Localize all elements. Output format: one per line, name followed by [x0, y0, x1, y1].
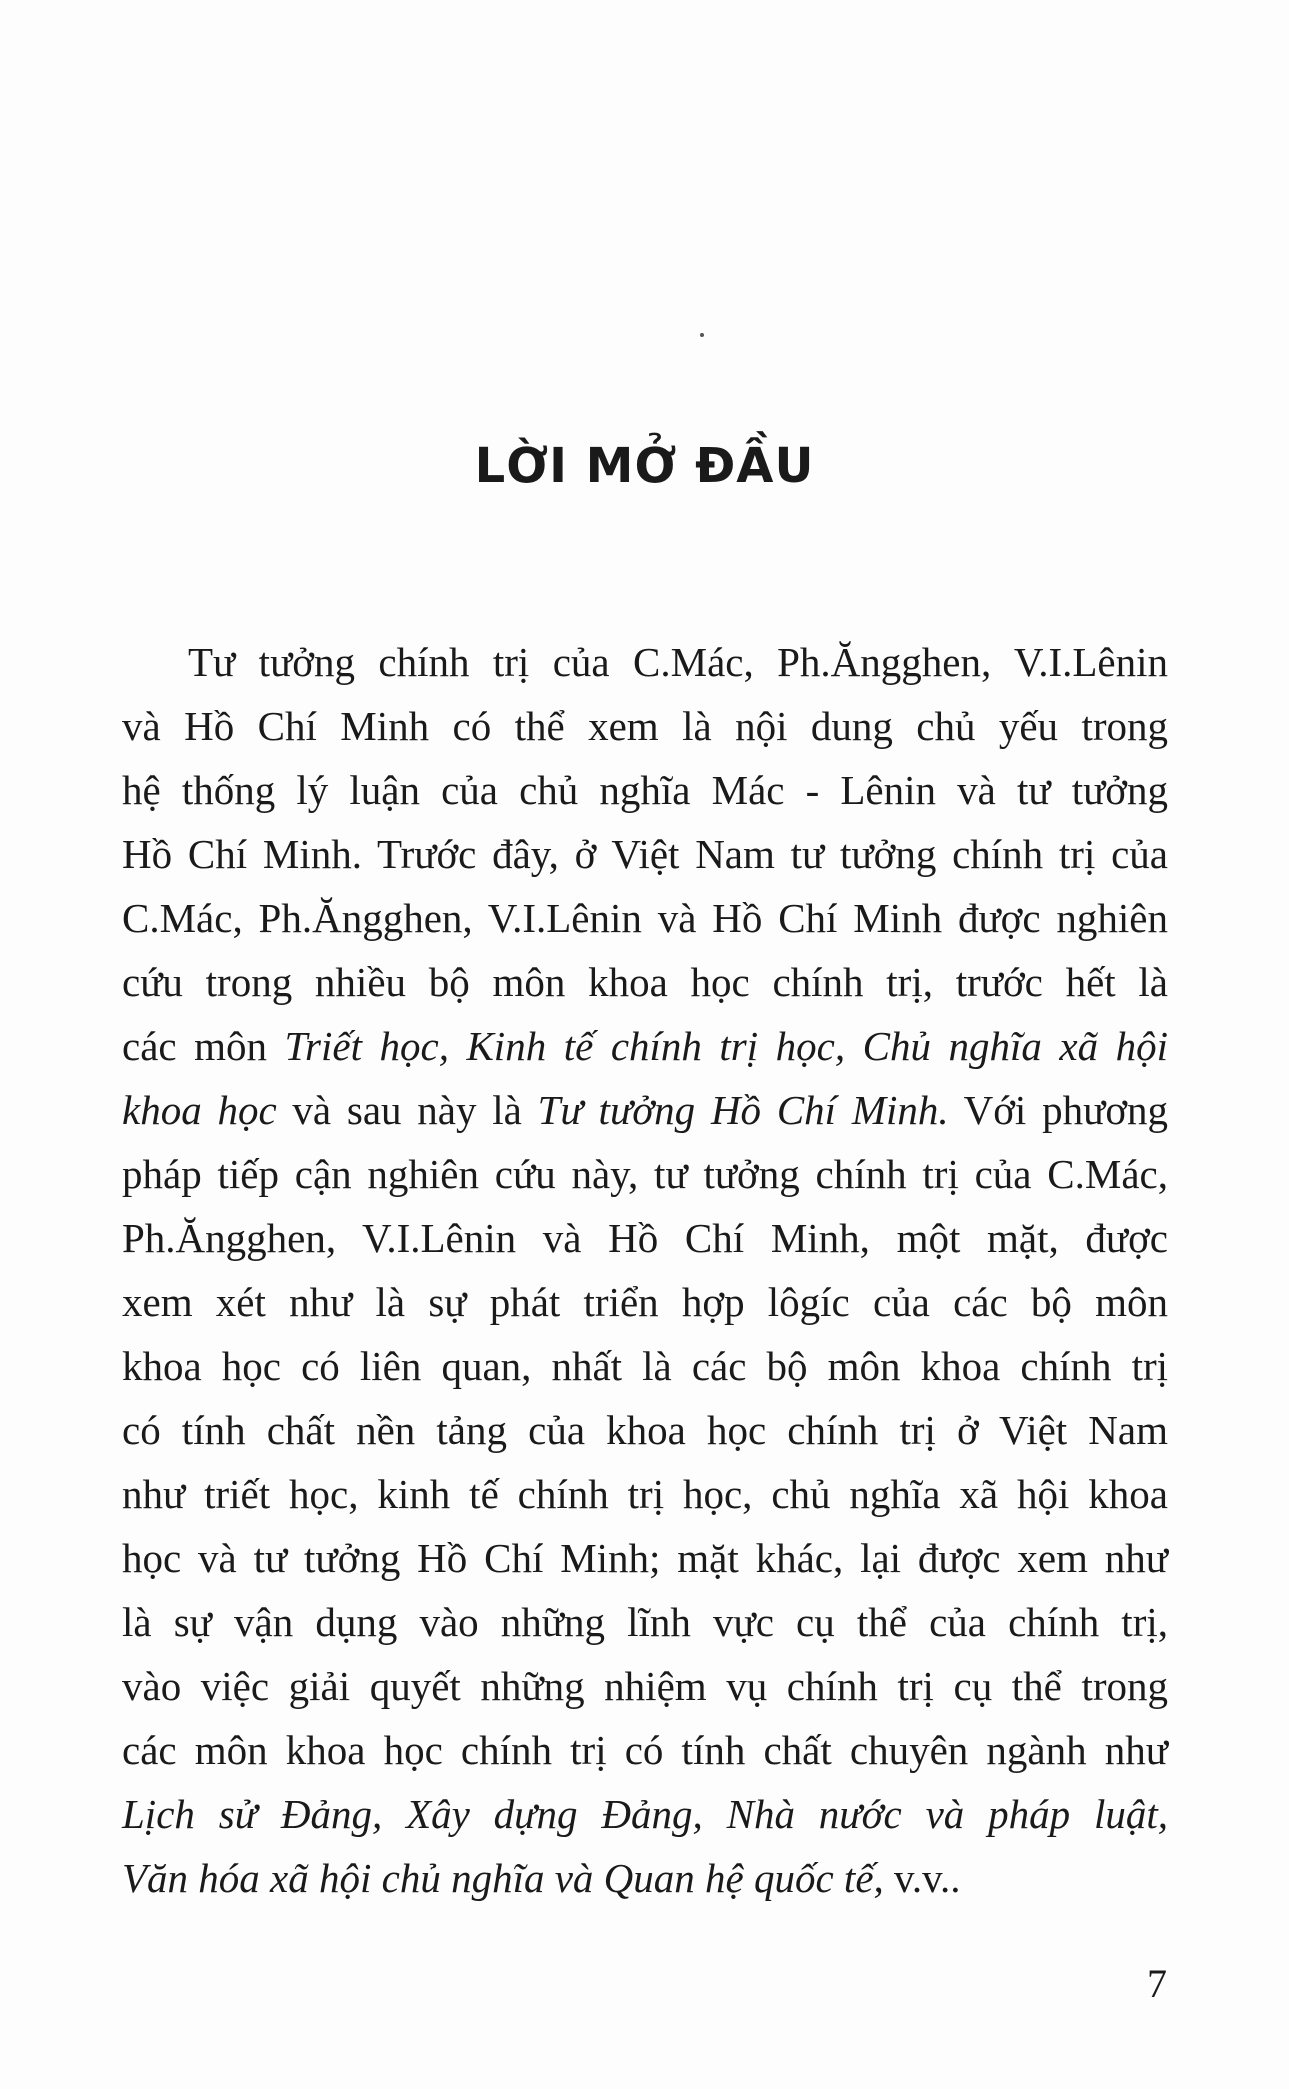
text-line: [122, 950, 1168, 1014]
text-segment: Hồ Chí Minh. Trước đây, ở Việt Nam tư tưởng chính trị của: [122, 831, 1168, 877]
text-line: [122, 1718, 1168, 1782]
italic-text-segment: Tư tưởng Hồ Chí Minh.: [537, 1087, 949, 1133]
text-line: [122, 1590, 1168, 1654]
text-segment: các môn khoa học chính trị có tính chất chuyên ngành như: [122, 1727, 1168, 1773]
text-line: [122, 1526, 1168, 1590]
text-line: [122, 1270, 1168, 1334]
text-line: [122, 1846, 1168, 1910]
text-segment: xem xét như là sự phát triển hợp lôgíc của các bộ môn: [122, 1279, 1168, 1325]
text-segment: v.v..: [883, 1855, 961, 1901]
text-line: [122, 1398, 1168, 1462]
text-segment: các môn: [122, 1023, 285, 1069]
italic-text-segment: khoa học: [122, 1087, 277, 1133]
body-paragraph: [122, 630, 1168, 1910]
text-segment: Tư tưởng chính trị của C.Mác, Ph.Ăngghen, V.I.Lênin: [188, 639, 1168, 685]
text-segment: vào việc giải quyết những nhiệm vụ chính trị cụ thể trong: [122, 1663, 1168, 1709]
text-line: [122, 1782, 1168, 1846]
scan-speck: [700, 333, 704, 337]
text-segment: học và tư tưởng Hồ Chí Minh; mặt khác, lại được xem như: [122, 1535, 1168, 1581]
text-segment: và Hồ Chí Minh có thể xem là nội dung chủ yếu trong: [122, 703, 1168, 749]
text-line: [122, 1334, 1168, 1398]
text-line: [122, 1142, 1168, 1206]
text-segment: cứu trong nhiều bộ môn khoa học chính trị, trước hết là: [122, 959, 1168, 1005]
text-line: [122, 630, 1168, 694]
text-segment: pháp tiếp cận nghiên cứu này, tư tưởng chính trị của C.Mác,: [122, 1151, 1168, 1197]
text-line: [122, 886, 1168, 950]
italic-text-segment: Văn hóa xã hội chủ nghĩa và Quan hệ quốc tế,: [122, 1855, 884, 1901]
page-number: 7: [1147, 1961, 1167, 2006]
text-segment: khoa học có liên quan, nhất là các bộ môn khoa chính trị: [122, 1343, 1168, 1389]
text-line: [122, 1654, 1168, 1718]
text-line: [122, 758, 1168, 822]
text-line: [122, 694, 1168, 758]
text-segment: Ph.Ăngghen, V.I.Lênin và Hồ Chí Minh, một mặt, được: [122, 1215, 1168, 1261]
text-segment: C.Mác, Ph.Ăngghen, V.I.Lênin và Hồ Chí Minh được nghiên: [122, 895, 1168, 941]
text-segment: có tính chất nền tảng của khoa học chính trị ở Việt Nam: [122, 1407, 1168, 1453]
text-line: [122, 1462, 1168, 1526]
text-line: [122, 1014, 1168, 1078]
page-title: LỜI MỞ ĐẦU: [474, 438, 815, 494]
italic-text-segment: Lịch sử Đảng, Xây dựng Đảng, Nhà nước và pháp luật,: [122, 1791, 1168, 1837]
text-segment: Với phương: [948, 1087, 1168, 1133]
italic-text-segment: Triết học, Kinh tế chính trị học, Chủ nghĩa xã hội: [284, 1023, 1168, 1069]
text-segment: là sự vận dụng vào những lĩnh vực cụ thể của chính trị,: [122, 1599, 1168, 1645]
text-segment: và sau này là: [276, 1087, 538, 1133]
text-line: [122, 1078, 1168, 1142]
text-segment: hệ thống lý luận của chủ nghĩa Mác - Lênin và tư tưởng: [122, 767, 1168, 813]
text-segment: như triết học, kinh tế chính trị học, chủ nghĩa xã hội khoa: [122, 1471, 1168, 1517]
text-line: [122, 822, 1168, 886]
text-line: [122, 1206, 1168, 1270]
